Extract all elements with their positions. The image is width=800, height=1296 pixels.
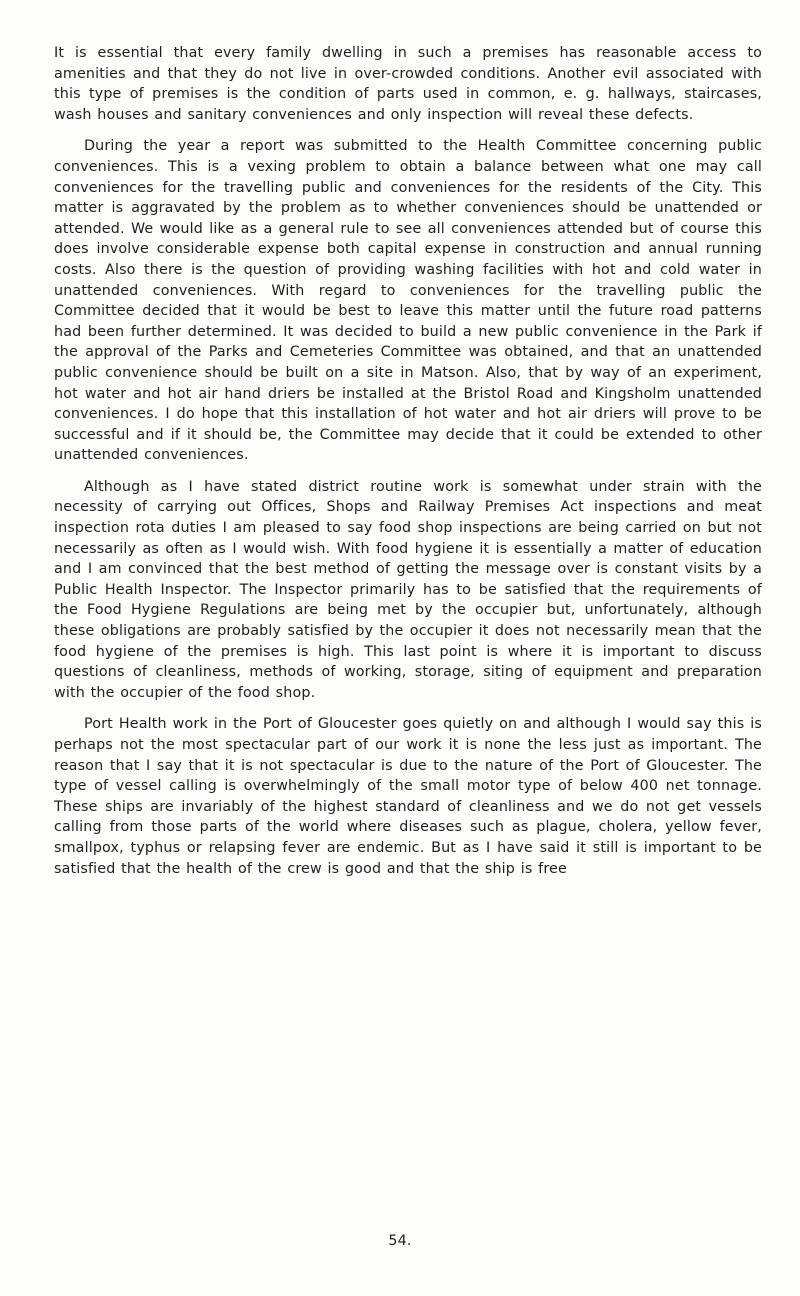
page-number: 54. <box>388 1233 412 1249</box>
paragraph-food-shop-inspections: Although as I have stated district routine work is somewhat under strain with the necessity of carrying out Offices, Shops and Railway Premises Act inspections and meat inspection rota duties I am pleased to say food shop inspections are being carried on but not necessarily as often as I would wish. With food hygiene it is essentially a matter of education and I am convinced that the best method of getting the message over is constant visits by a Public Health Inspector. The Inspector primarily has to be satisfied that the requirements of the Food Hygiene Regulations are being met by the occupier but, unfortunately, although these obligations are probably satisfied by the occupier it does not necessarily mean that the food hygiene of the premises is high. This last point is where it is important to discuss questions of cleanliness, methods of working, storage, siting of equipment and preparation with the occupier of the food shop. <box>54 478 762 701</box>
body-text <box>54 43 762 879</box>
paragraph-public-conveniences: During the year a report was submitted to the Health Committee concerning public conveniences. This is a vexing problem to obtain a balance between what one may call conveniences for the travelling public and conveniences for the residents of the City. This matter is aggravated by the problem as to whether conveniences should be unattended or attended. We would like as a general rule to see all conveniences attended but of course this does involve considerable expense both capital expense in construction and annual running costs. Also there is the question of providing washing facilities with hot and cold water in unattended conveniences. With regard to conveniences for the travelling public the Committee decided that it would be best to leave this matter until the future road patterns had been further determined. It was decided to build a new public convenience in the Park if the approval of the Parks and Cemeteries Committee was obtained, and that an unattended public convenience should be built on a site in Matson. Also, that by way of an experiment, hot water and hot air hand driers be installed at the Bristol Road and Kingsholm unattended conveniences. I do hope that this installation of hot water and hot air driers will prove to be successful and if it should be, the Committee may decide that it could be extended to other unattended conveniences. <box>54 138 762 464</box>
paragraph-amenities: It is essential that every family dwelling in such a premises has reasonable access to amenities and that they do not live in over-crowded conditions. Another evil associated with this type of premises is the condition of parts used in common, e. g. hallways, staircases, wash houses and sanitary conveniences and only inspection will reveal these defects. <box>54 45 762 123</box>
paragraph-port-health: Port Health work in the Port of Gloucester goes quietly on and although I would say this is perhaps not the most spectacular part of our work it is none the less just as important. The reason that I say that it is not spectacular is due to the nature of the Port of Gloucester. The type of vessel calling is overwhelmingly of the small motor type of below 400 net tonnage. These ships are invariably of the highest standard of cleanliness and we do not get vessels calling from those parts of the world where diseases such as plague, cholera, yellow fever, smallpox, typhus or relapsing fever are endemic. But as I have said it still is important to be satisfied that the health of the crew is good and that the ship is free <box>54 716 762 877</box>
